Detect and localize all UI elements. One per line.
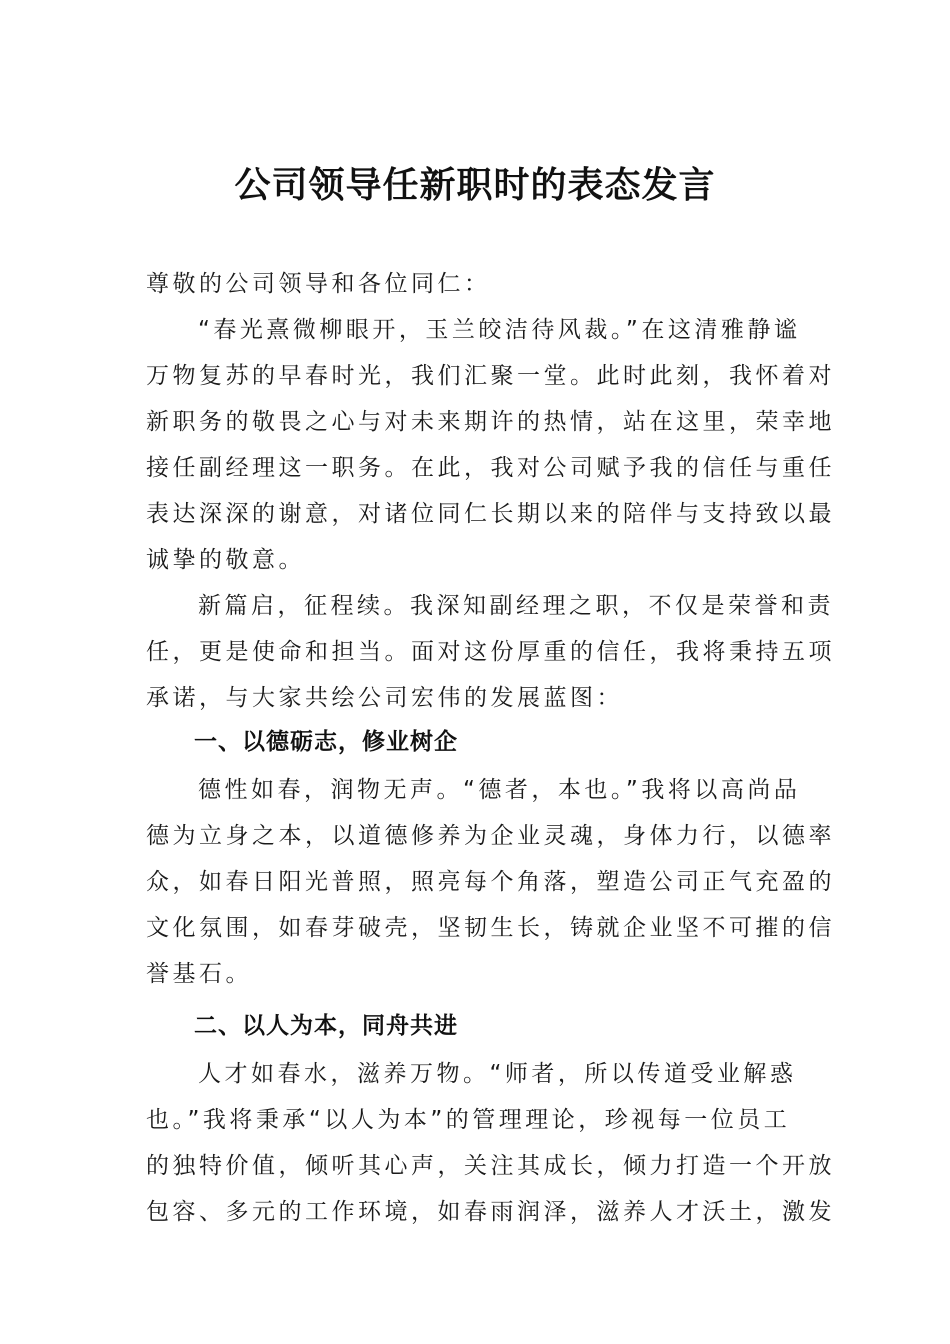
paragraph-line: 德为立身之本，以道德修养为企业灵魂，身体力行，以德率 [146, 823, 835, 849]
paragraph-line: 人才如春水，滋养万物。“师者，所以传道受业解惑 [198, 1061, 797, 1087]
document-body [146, 261, 835, 1235]
paragraph-line: 承诺，与大家共绘公司宏伟的发展蓝图： [146, 685, 623, 711]
paragraph-line: 也。”我将秉承“以人为本”的管理理论，珍视每一位员工 [146, 1107, 791, 1133]
paragraph-line: 文化氛围，如春芽破壳，坚韧生长，铸就企业坚不可摧的信 [146, 915, 835, 941]
paragraph-line: 诚挚的敬意。 [146, 547, 305, 573]
paragraph-line: 誉基石。 [146, 961, 252, 987]
paragraph-line: 任，更是使命和担当。面对这份厚重的信任，我将秉持五项 [146, 639, 835, 665]
paragraph-line: 新篇启，征程续。我深知副经理之职，不仅是荣誉和责 [198, 593, 834, 619]
paragraph-line: 表达深深的谢意，对诸位同仁长期以来的陪伴与支持致以最 [146, 501, 835, 527]
salutation: 尊敬的公司领导和各位同仁： [146, 271, 491, 297]
paragraph-opening [146, 307, 835, 583]
paragraph-line: “春光熹微柳眼开，玉兰皎洁待风裁。”在这清雅静谧 [198, 317, 801, 343]
paragraph-people [146, 1051, 835, 1235]
paragraph-virtue [146, 767, 835, 997]
paragraph-line: 接任副经理这一职务。在此，我对公司赋予我的信任与重任 [146, 455, 835, 481]
paragraph-line: 的独特价值，倾听其心声，关注其成长，倾力打造一个开放 [146, 1153, 835, 1179]
paragraph-line: 新职务的敬畏之心与对未来期许的热情，站在这里，荣幸地 [146, 409, 835, 435]
section-heading-2: 二、以人为本，同舟共进 [194, 1013, 458, 1039]
paragraph-commitment-intro [146, 583, 835, 721]
document-title: 公司领导任新职时的表态发言 [234, 164, 716, 206]
paragraph-line: 德性如春，润物无声。“德者，本也。”我将以高尚品 [198, 777, 801, 803]
paragraph-line: 包容、多元的工作环境，如春雨润泽，滋养人才沃土，激发 [146, 1199, 835, 1225]
paragraph-line: 万物复苏的早春时光，我们汇聚一堂。此时此刻，我怀着对 [146, 363, 835, 389]
section-heading-1: 一、以德砺志，修业树企 [194, 729, 458, 755]
paragraph-line: 众，如春日阳光普照，照亮每个角落，塑造公司正气充盈的 [146, 869, 835, 895]
